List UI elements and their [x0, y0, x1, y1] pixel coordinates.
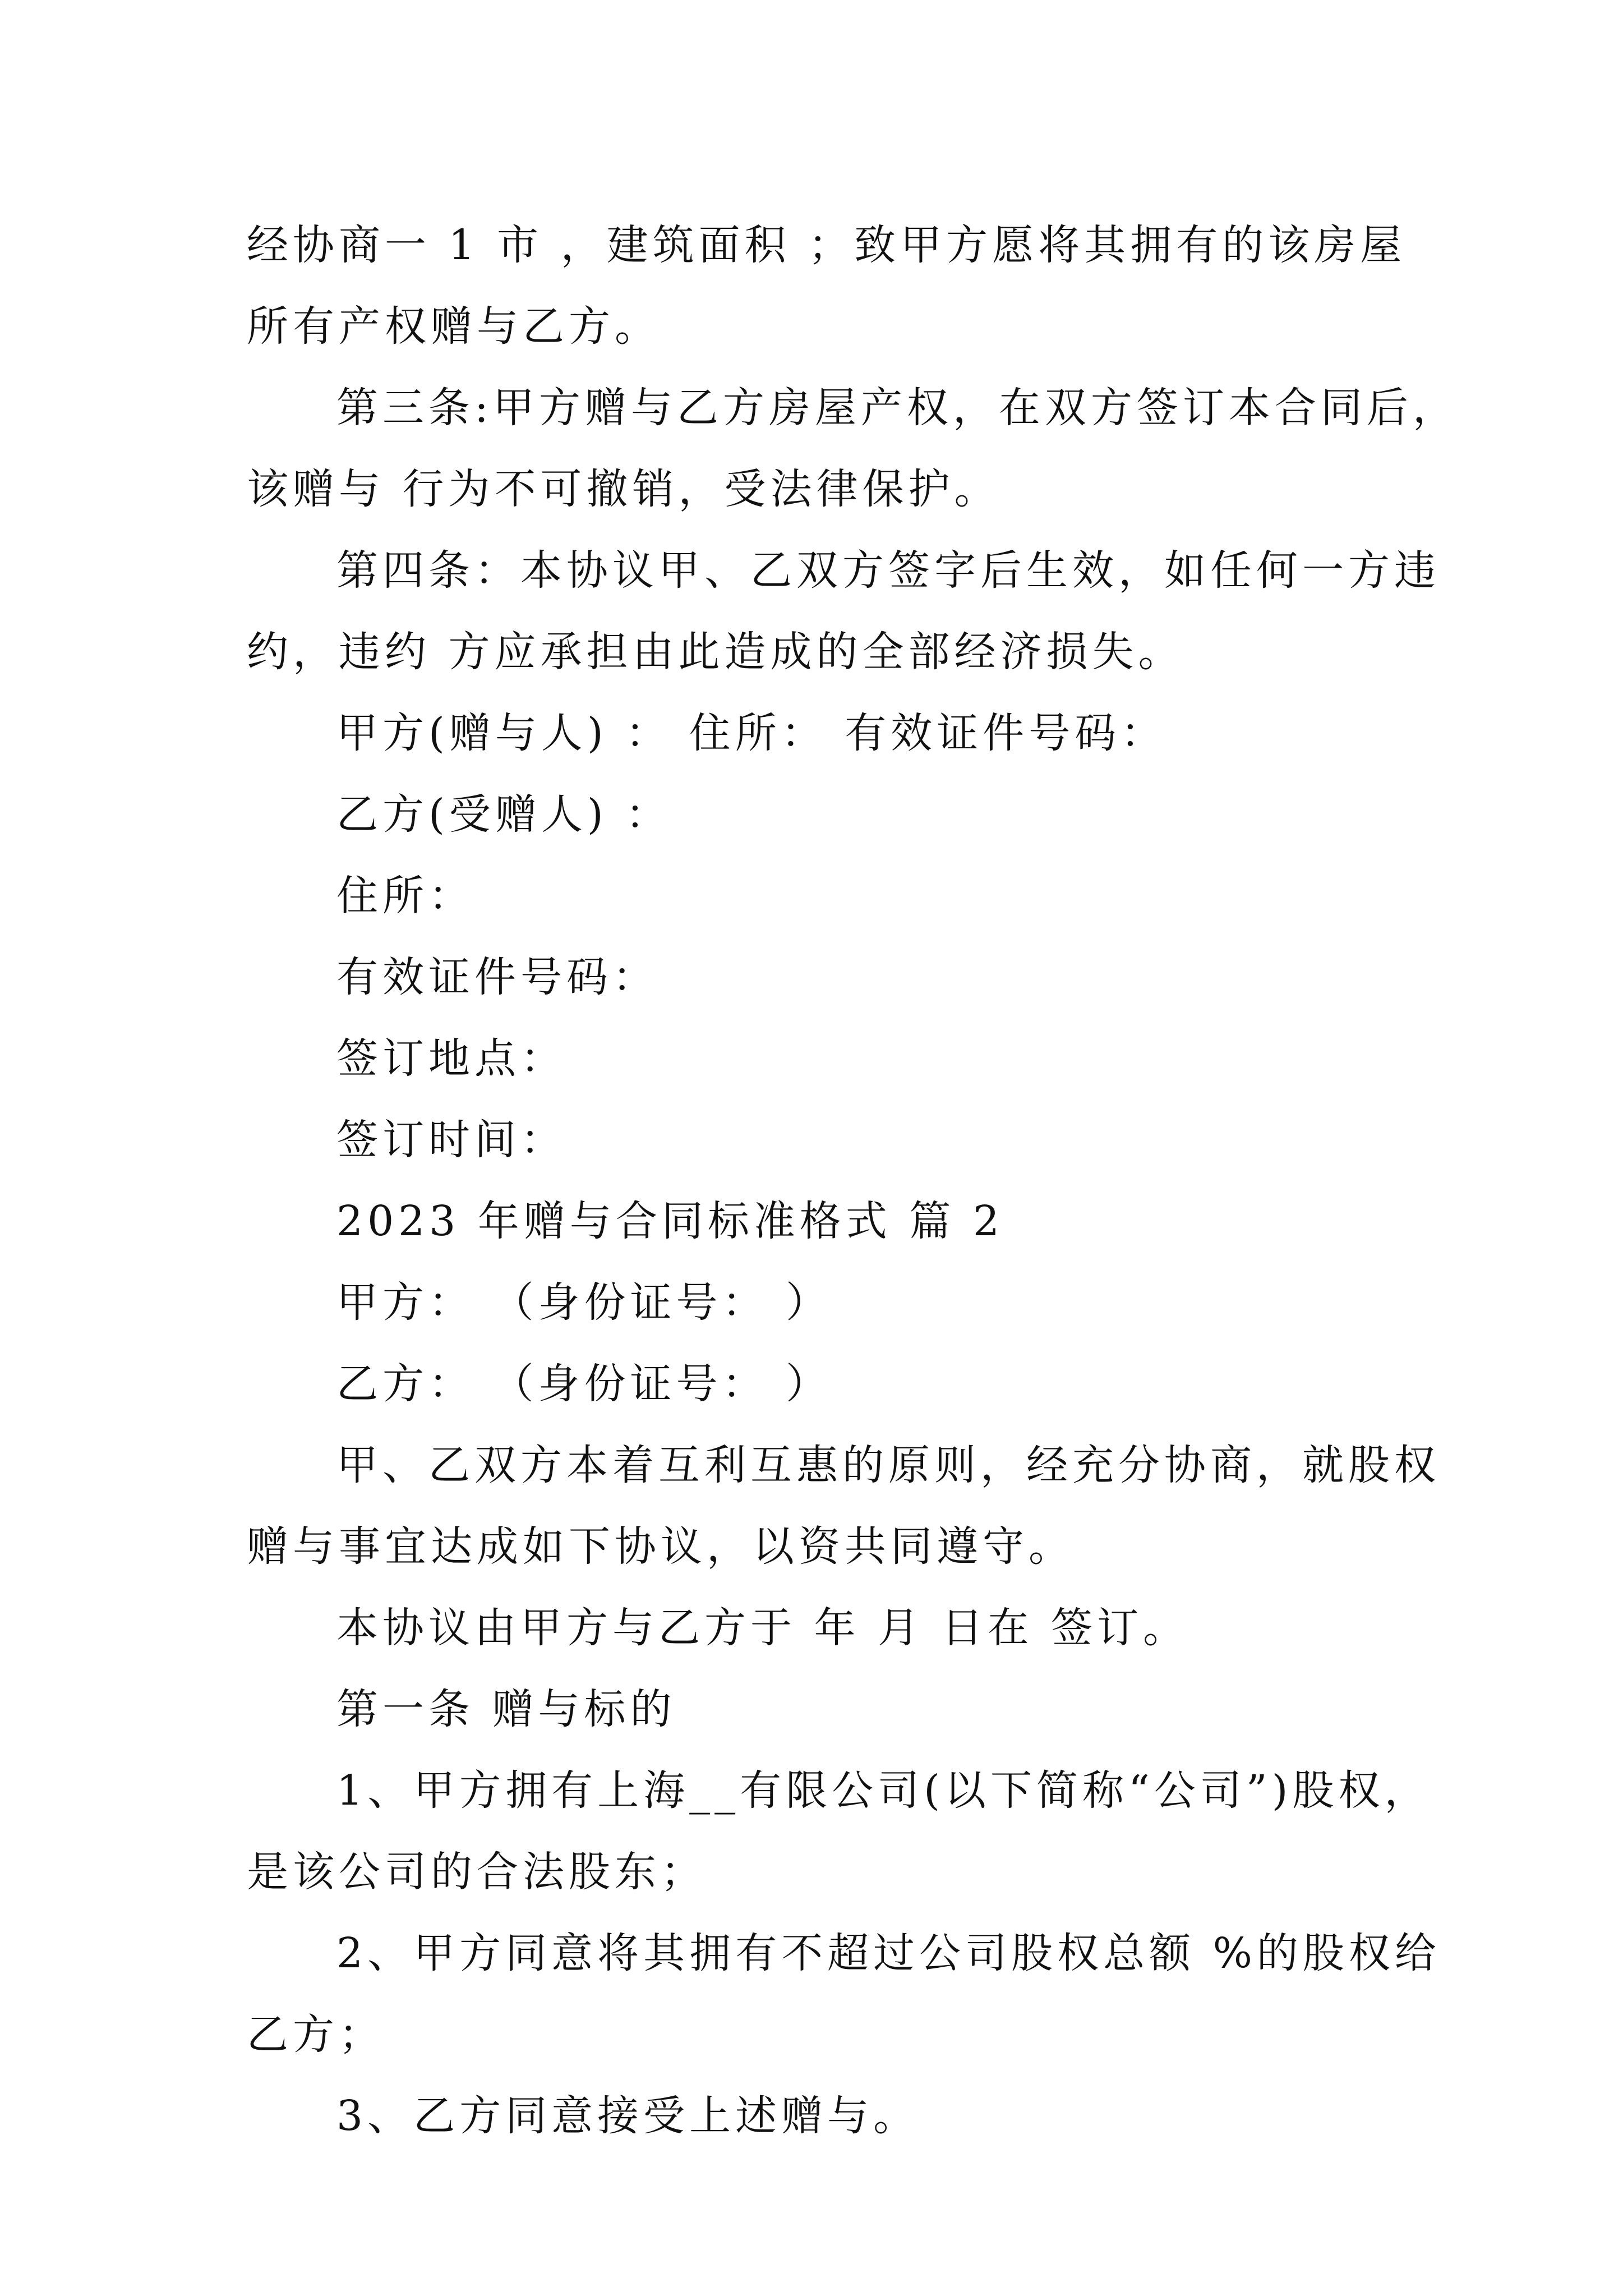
document-body — [247, 205, 1459, 2157]
text-line: 约，违约 方应承担由此造成的全部经济损失。 — [247, 628, 1184, 676]
party-a-signature-line: 甲方(赠与人) ： 住所： 有效证件号码： — [336, 709, 1167, 757]
text-line: 该赠与 行为不可撤销，受法律保护。 — [247, 465, 1000, 513]
clause-3-line: 3、乙方同意接受上述赠与。 — [336, 2092, 920, 2140]
text-line: 是该公司的合法股东； — [247, 1848, 707, 1896]
article-4-line: 第四条：本协议甲、乙双方签字后生效，如任何一方违 — [336, 546, 1440, 595]
address-field-label: 住所： — [336, 872, 474, 920]
signing-date-line: 本协议由甲方与乙方于 年 月 日在 签订。 — [336, 1604, 1189, 1652]
party-a-id-line: 甲方： （身份证号： ） — [336, 1278, 832, 1327]
article-3-line: 第三条:甲方赠与乙方房屋产权，在双方签订本合同后， — [336, 384, 1459, 432]
text-line: 经协商一 1 市 ，建筑面积 ；致甲方愿将其拥有的该房屋 — [247, 221, 1407, 269]
text-line: 赠与事宜达成如下协议，以资共同遵守。 — [247, 1522, 1075, 1571]
party-b-signature-line: 乙方(受赠人) ： — [336, 790, 672, 839]
text-line: 乙方； — [247, 2010, 385, 2059]
section-heading: 2023 年赠与合同标准格式 篇 2 — [336, 1197, 1004, 1245]
article-1-heading: 第一条 赠与标的 — [336, 1685, 676, 1733]
party-b-id-line: 乙方： （身份证号： ） — [336, 1360, 832, 1408]
clause-1-line: 1、甲方拥有上海__有限公司(以下简称“公司”)股权， — [336, 1766, 1431, 1815]
signing-time-label: 签订时间： — [336, 1116, 566, 1164]
signing-place-label: 签订地点： — [336, 1034, 566, 1083]
preamble-line: 甲、乙双方本着互利互惠的原则，经充分协商，就股权 — [336, 1441, 1440, 1489]
id-number-field-label: 有效证件号码： — [336, 953, 658, 1001]
clause-2-line: 2、甲方同意将其拥有不超过公司股权总额 %的股权给 — [336, 1929, 1441, 1977]
text-line: 所有产权赠与乙方。 — [247, 302, 661, 351]
